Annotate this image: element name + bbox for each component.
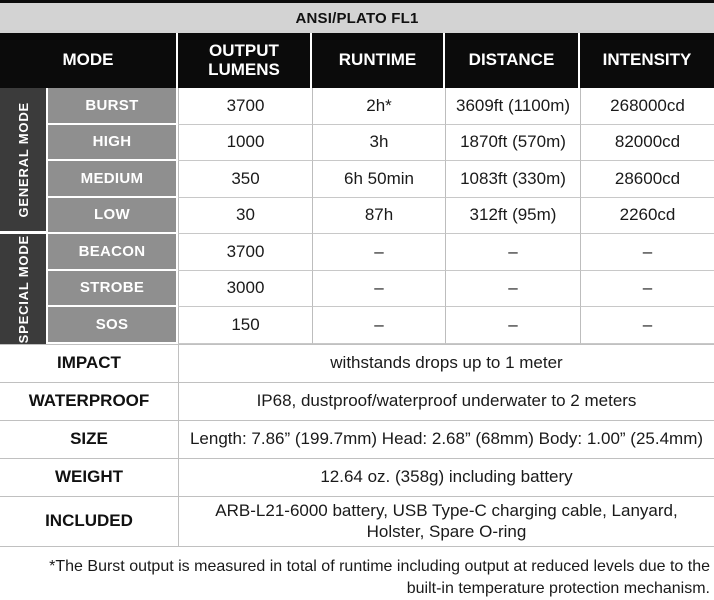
runtime-cell: – <box>312 271 445 308</box>
lumens-cell: 30 <box>178 198 312 235</box>
spec-value: IP68, dustproof/waterproof underwater to 2 meters <box>178 383 714 420</box>
column-header-intensity: INTENSITY <box>580 33 714 88</box>
mode-name-cell: SOS <box>48 307 178 344</box>
spec-value: withstands drops up to 1 meter <box>178 345 714 382</box>
spec-label: WATERPROOF <box>28 391 150 410</box>
column-header-mode: MODE <box>0 33 178 88</box>
mode-name-cell: BEACON <box>48 234 178 271</box>
spec-row-weight <box>0 459 714 497</box>
runtime-cell: – <box>312 234 445 271</box>
special-mode-group <box>0 234 714 344</box>
intensity-cell: 268000cd <box>580 88 714 125</box>
distance-cell: – <box>445 271 580 308</box>
spec-label: INCLUDED <box>45 511 133 530</box>
distance-cell: 1083ft (330m) <box>445 161 580 198</box>
spec-row-impact <box>0 345 714 383</box>
spec-value: ARB-L21-6000 battery, USB Type-C charging cable, Lanyard, Holster, Spare O-ring <box>178 497 714 546</box>
spec-label: IMPACT <box>57 353 121 372</box>
table-row-strobe <box>48 271 714 308</box>
intensity-cell: 82000cd <box>580 125 714 162</box>
column-header-lumens: OUTPUT LUMENS <box>178 33 312 88</box>
spec-row-waterproof <box>0 383 714 421</box>
mode-name-cell: STROBE <box>48 271 178 308</box>
special-mode-label: SPECIAL MODE <box>15 234 31 343</box>
spec-value: 12.64 oz. (358g) including battery <box>178 459 714 496</box>
general-mode-group <box>0 88 714 234</box>
spec-row-size <box>0 421 714 459</box>
intensity-cell: – <box>580 271 714 308</box>
table-row-beacon <box>48 234 714 271</box>
table-title-bar <box>0 0 714 33</box>
table-row-sos <box>48 307 714 344</box>
intensity-cell: – <box>580 234 714 271</box>
intensity-cell: 2260cd <box>580 198 714 235</box>
table-row-low <box>48 198 714 235</box>
table-title: ANSI/PLATO FL1 <box>295 9 419 27</box>
mode-name-cell: BURST <box>48 88 178 125</box>
spec-section <box>0 344 714 547</box>
mode-name-cell: MEDIUM <box>48 161 178 198</box>
distance-cell: 1870ft (570m) <box>445 125 580 162</box>
general-mode-rows <box>48 88 714 234</box>
runtime-cell: – <box>312 307 445 344</box>
spec-row-included <box>0 497 714 547</box>
general-mode-strip <box>0 88 48 234</box>
runtime-cell: 3h <box>312 125 445 162</box>
lumens-cell: 350 <box>178 161 312 198</box>
table-row-high <box>48 125 714 162</box>
distance-cell: – <box>445 307 580 344</box>
spec-label: SIZE <box>70 429 108 448</box>
mode-name-cell: HIGH <box>48 125 178 162</box>
column-header-runtime: RUNTIME <box>312 33 445 88</box>
intensity-cell: 28600cd <box>580 161 714 198</box>
lumens-cell: 3700 <box>178 88 312 125</box>
distance-cell: 312ft (95m) <box>445 198 580 235</box>
lumens-cell: 3000 <box>178 271 312 308</box>
runtime-cell: 6h 50min <box>312 161 445 198</box>
spec-value: Length: 7.86” (199.7mm) Head: 2.68” (68mm) Body: 1.00” (25.4mm) <box>178 421 714 458</box>
distance-cell: – <box>445 234 580 271</box>
column-header-distance: DISTANCE <box>445 33 580 88</box>
table-row-medium <box>48 161 714 198</box>
spec-label: WEIGHT <box>55 467 123 486</box>
special-mode-strip <box>0 234 48 344</box>
lumens-cell: 1000 <box>178 125 312 162</box>
special-mode-rows <box>48 234 714 344</box>
column-header-row <box>0 33 714 88</box>
lumens-cell: 150 <box>178 307 312 344</box>
table-row-burst <box>48 88 714 125</box>
burst-footnote: *The Burst output is measured in total of runtime including output at reduced levels due to the built-in temperature protection mechanism. <box>49 557 710 597</box>
intensity-cell: – <box>580 307 714 344</box>
runtime-cell: 87h <box>312 198 445 235</box>
mode-name-cell: LOW <box>48 198 178 235</box>
general-mode-label: GENERAL MODE <box>15 101 31 218</box>
runtime-cell: 2h* <box>312 88 445 125</box>
lumens-cell: 3700 <box>178 234 312 271</box>
distance-cell: 3609ft (1100m) <box>445 88 580 125</box>
